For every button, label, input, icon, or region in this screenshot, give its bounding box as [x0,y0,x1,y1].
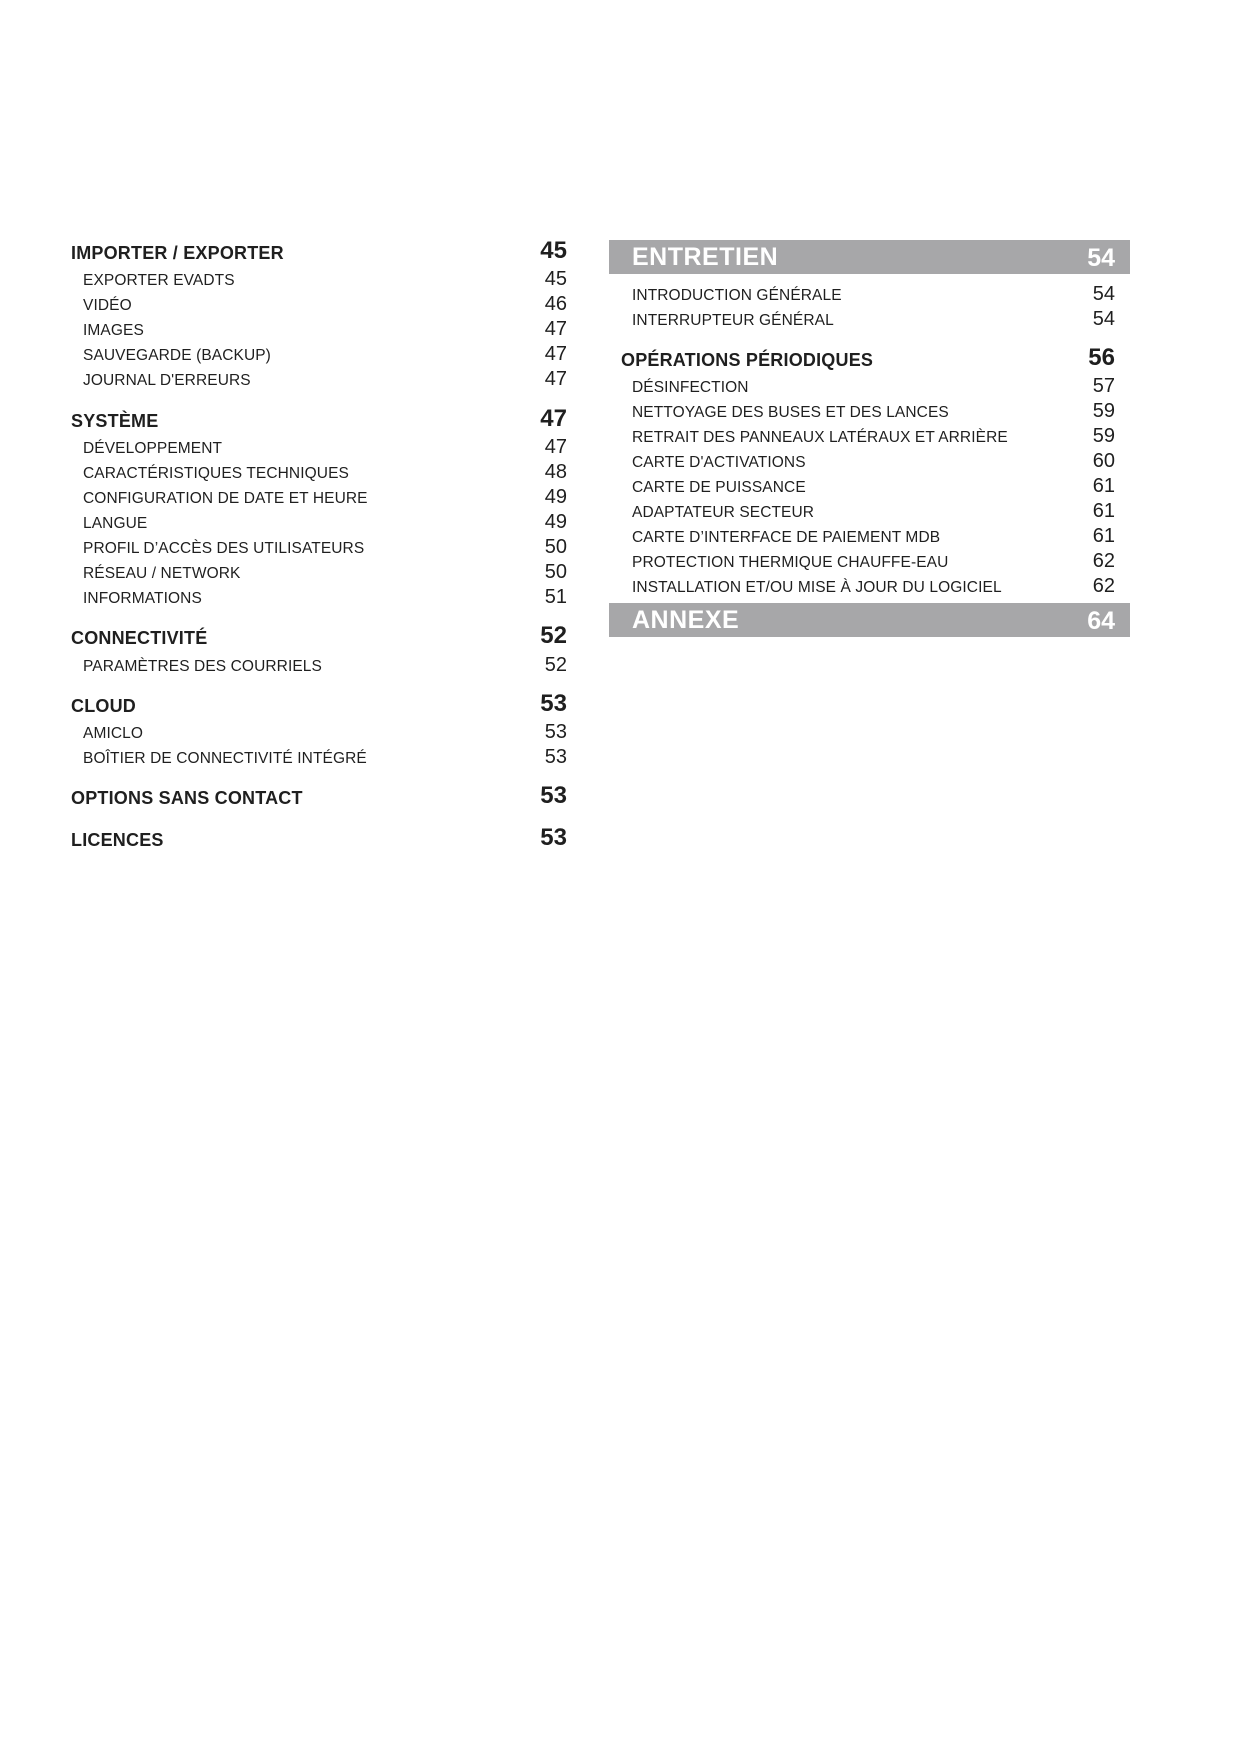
toc-entry-developpement[interactable] [71,430,567,456]
toc-entry-amiclo[interactable] [71,715,567,741]
toc-entry-label: EXPORTER EVADTS [83,271,235,289]
toc-section-page-number: 52 [540,622,567,649]
toc-entry-label: JOURNAL D'ERREURS [83,371,251,389]
toc-entry-label: LANGUE [83,514,148,532]
toc-entry-label: CARTE D’INTERFACE DE PAIEMENT MDB [632,528,941,546]
toc-entry-nettoyage-des-buses-et-des-lances[interactable] [609,394,1130,420]
toc-entry-informations[interactable] [71,580,567,606]
toc-entry-exporter-evadts[interactable] [71,262,567,288]
toc-section-licences[interactable] [71,823,567,849]
toc-entry-page-number: 54 [1092,308,1115,330]
toc-section-options-sans-contact[interactable] [71,781,567,807]
toc-entry-page-number: 47 [544,343,567,365]
toc-entry-label: INSTALLATION ET/OU MISE À JOUR DU LOGICIEL [632,578,1002,596]
toc-section-label: SYSTÈME [71,411,159,431]
toc-entry-label: INFORMATIONS [83,589,202,607]
toc-section-importer-exporter[interactable] [71,236,567,262]
toc-section-page-number: 53 [540,824,567,851]
toc-section-page-number: 56 [1088,344,1115,371]
toc-entry-introduction-generale[interactable] [609,277,1130,303]
toc-entry-label: AMICLO [83,724,144,742]
toc-entry-label: RÉSEAU / NETWORK [83,564,241,582]
toc-entry-page-number: 53 [544,746,567,768]
toc-entry-video[interactable] [71,287,567,313]
toc-section-page-number: 53 [540,690,567,717]
toc-section-page-number: 45 [540,237,567,264]
toc-entry-page-number: 47 [544,318,567,340]
toc-entry-label: PROFIL D’ACCÈS DES UTILISATEURS [83,539,365,557]
toc-entry-label: CONFIGURATION DE DATE ET HEURE [83,489,368,507]
toc-entry-label: INTRODUCTION GÉNÉRALE [632,286,842,304]
toc-entry-page-number: 49 [544,486,567,508]
toc-entry-page-number: 61 [1092,525,1115,547]
toc-entry-page-number: 59 [1092,400,1115,422]
toc-entry-configuration-de-date-et-heure[interactable] [71,480,567,506]
toc-entry-page-number: 53 [544,721,567,743]
toc-entry-page-number: 60 [1092,450,1115,472]
toc-entry-page-number: 47 [544,436,567,458]
toc-entry-label: BOÎTIER DE CONNECTIVITÉ INTÉGRÉ [83,749,367,767]
toc-entry-label: SAUVEGARDE (BACKUP) [83,346,271,364]
toc-section-connectivite[interactable] [71,621,567,647]
toc-entry-label: DÉSINFECTION [632,378,749,396]
toc-entry-profil-d-acces-des-utilisateurs[interactable] [71,530,567,556]
toc-banner-page-number: 64 [1087,607,1115,635]
toc-entry-label: NETTOYAGE DES BUSES ET DES LANCES [632,403,949,421]
toc-section-label: OPÉRATIONS PÉRIODIQUES [621,350,874,370]
toc-entry-page-number: 61 [1092,475,1115,497]
toc-entry-langue[interactable] [71,505,567,531]
toc-entry-page-number: 50 [544,536,567,558]
toc-banner-label: ANNEXE [632,606,740,634]
toc-entry-label: PROTECTION THERMIQUE CHAUFFE-EAU [632,553,949,571]
toc-entry-page-number: 51 [544,586,567,608]
toc-section-cloud[interactable] [71,689,567,715]
toc-banner-entretien[interactable] [609,240,1130,274]
toc-banner-page-number: 54 [1087,244,1115,272]
toc-entry-page-number: 62 [1092,575,1115,597]
toc-entry-page-number: 59 [1092,425,1115,447]
toc-entry-label: CARTE D'ACTIVATIONS [632,453,806,471]
toc-entry-label: CARACTÉRISTIQUES TECHNIQUES [83,464,349,482]
toc-entry-desinfection[interactable] [609,369,1130,395]
toc-entry-boitier-de-connectivite-integre[interactable] [71,740,567,766]
toc-entry-page-number: 52 [544,654,567,676]
toc-entry-page-number: 62 [1092,550,1115,572]
toc-entry-caracteristiques-techniques[interactable] [71,455,567,481]
toc-entry-page-number: 54 [1092,283,1115,305]
toc-entry-images[interactable] [71,312,567,338]
toc-entry-page-number: 47 [544,368,567,390]
toc-section-page-number: 47 [540,405,567,432]
toc-entry-installation-et-ou-mise-a-jour-du-logiciel[interactable] [609,569,1130,595]
toc-section-label: OPTIONS SANS CONTACT [71,788,303,808]
toc-entry-adaptateur-secteur[interactable] [609,494,1130,520]
toc-entry-page-number: 61 [1092,500,1115,522]
toc-entry-page-number: 57 [1092,375,1115,397]
toc-entry-parametres-des-courriels[interactable] [71,648,567,674]
toc-entry-retrait-des-panneaux-lateraux-et-arriere[interactable] [609,419,1130,445]
toc-entry-page-number: 46 [544,293,567,315]
toc-section-systeme[interactable] [71,404,567,430]
toc-section-label: CONNECTIVITÉ [71,628,208,648]
toc-entry-interrupteur-general[interactable] [609,302,1130,328]
toc-entry-protection-thermique-chauffe-eau[interactable] [609,544,1130,570]
toc-entry-carte-de-puissance[interactable] [609,469,1130,495]
toc-entry-label: DÉVELOPPEMENT [83,439,223,457]
toc-entry-journal-d-erreurs[interactable] [71,362,567,388]
toc-section-operations-periodiques[interactable] [609,343,1130,369]
toc-entry-label: INTERRUPTEUR GÉNÉRAL [632,311,834,329]
toc-section-label: CLOUD [71,696,136,716]
toc-entry-page-number: 49 [544,511,567,533]
toc-entry-carte-d-interface-de-paiement-mdb[interactable] [609,519,1130,545]
toc-section-label: IMPORTER / EXPORTER [71,243,284,263]
toc-entry-label: VIDÉO [83,296,132,314]
toc-entry-page-number: 45 [544,268,567,290]
toc-entry-reseau-network[interactable] [71,555,567,581]
toc-entry-label: RETRAIT DES PANNEAUX LATÉRAUX ET ARRIÈRE [632,428,1008,446]
toc-entry-label: IMAGES [83,321,144,339]
toc-section-label: LICENCES [71,830,164,850]
toc-entry-label: ADAPTATEUR SECTEUR [632,503,815,521]
toc-banner-annexe[interactable] [609,603,1130,637]
toc-banner-label: ENTRETIEN [632,243,779,271]
toc-entry-carte-d-activations[interactable] [609,444,1130,470]
toc-entry-label: PARAMÈTRES DES COURRIELS [83,657,322,675]
toc-section-page-number: 53 [540,782,567,809]
toc-entry-page-number: 48 [544,461,567,483]
toc-entry-sauvegarde-backup[interactable] [71,337,567,363]
toc-entry-label: CARTE DE PUISSANCE [632,478,806,496]
toc-entry-page-number: 50 [544,561,567,583]
